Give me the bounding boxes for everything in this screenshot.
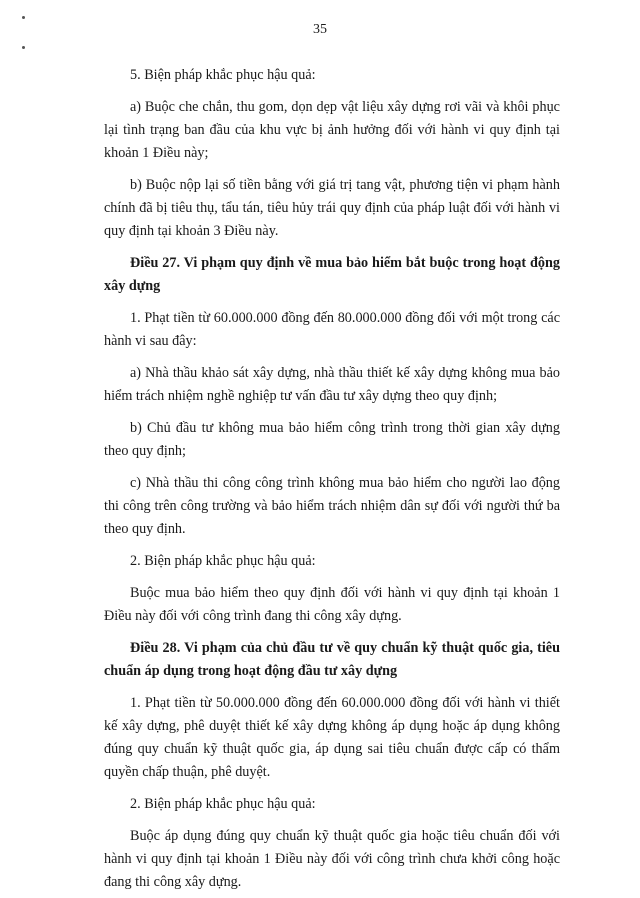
- article-heading: Điều 27. Vi phạm quy định về mua bảo hiểm bắt buộc trong hoạt động xây dựng: [104, 255, 560, 294]
- paragraph: a) Nhà thầu khảo sát xây dựng, nhà thầu thiết kế xây dựng không mua bảo hiểm trách nhiệm nghề nghiệp tư vấn đầu tư xây dựng theo quy định;: [104, 365, 560, 404]
- paragraph-gap: [104, 298, 560, 307]
- page-number: 35: [313, 22, 327, 37]
- paragraph-gap: [104, 573, 560, 582]
- document-body: [104, 64, 560, 894]
- paragraph-gap: [104, 816, 560, 825]
- paragraph: 1. Phạt tiền từ 60.000.000 đồng đến 80.000.000 đồng đối với một trong các hành vi sau đây:: [104, 310, 560, 349]
- paragraph-gap: [104, 541, 560, 550]
- paragraph-gap: [104, 784, 560, 793]
- paragraph: a) Buộc che chắn, thu gom, dọn dẹp vật liệu xây dựng rơi vãi và khôi phục lại tình trạng ban đầu của khu vực bị ảnh hưởng đối với hành vi quy định tại khoản 1 Điều này;: [104, 99, 560, 161]
- paragraph: b) Buộc nộp lại số tiền bằng với giá trị tang vật, phương tiện vi phạm hành chính đã bị tiêu thụ, tẩu tán, tiêu hủy trái quy định của pháp luật đối với hành vi quy định tại khoản 3 Điều này.: [104, 177, 560, 239]
- paragraph-gap: [104, 87, 560, 96]
- paragraph: 2. Biện pháp khắc phục hậu quả:: [130, 553, 316, 569]
- paragraph-gap: [104, 683, 560, 692]
- paragraph-gap: [104, 165, 560, 174]
- paragraph-gap: [104, 628, 560, 637]
- paragraph: 2. Biện pháp khắc phục hậu quả:: [130, 796, 316, 812]
- scan-mark-dot: [22, 46, 25, 49]
- paragraph: Buộc mua bảo hiểm theo quy định đối với hành vi quy định tại khoản 1 Điều này đối với công trình đang thi công xây dựng.: [104, 585, 560, 624]
- paragraph: c) Nhà thầu thi công công trình không mua bảo hiểm cho người lao động thi công trên công trường và bảo hiểm trách nhiệm dân sự đối với người thứ ba theo quy định.: [104, 475, 560, 537]
- paragraph-gap: [104, 353, 560, 362]
- paragraph: 1. Phạt tiền từ 50.000.000 đồng đến 60.000.000 đồng đối với hành vi thiết kế xây dựng, phê duyệt thiết kế xây dựng không áp dụng hoặc áp dụng không đúng quy chuẩn kỹ thuật quốc gia, áp dụng sai tiêu chuẩn được cấp có thẩm quyền chấp thuận, phê duyệt.: [104, 695, 560, 780]
- scan-mark-dot: [22, 16, 25, 19]
- paragraph: Buộc áp dụng đúng quy chuẩn kỹ thuật quốc gia hoặc tiêu chuẩn đối với hành vi quy định tại khoản 1 Điều này đối với công trình chưa khởi công hoặc đang thi công xây dựng.: [104, 828, 560, 890]
- paragraph: 5. Biện pháp khắc phục hậu quả:: [130, 67, 316, 83]
- article-heading: Điều 28. Vi phạm của chủ đầu tư về quy chuẩn kỹ thuật quốc gia, tiêu chuẩn áp dụng trong hoạt động đầu tư xây dựng: [104, 640, 560, 679]
- paragraph-gap: [104, 408, 560, 417]
- paragraph-gap: [104, 243, 560, 252]
- paragraph-gap: [104, 463, 560, 472]
- paragraph: b) Chủ đầu tư không mua bảo hiểm công trình trong thời gian xây dựng theo quy định;: [104, 420, 560, 459]
